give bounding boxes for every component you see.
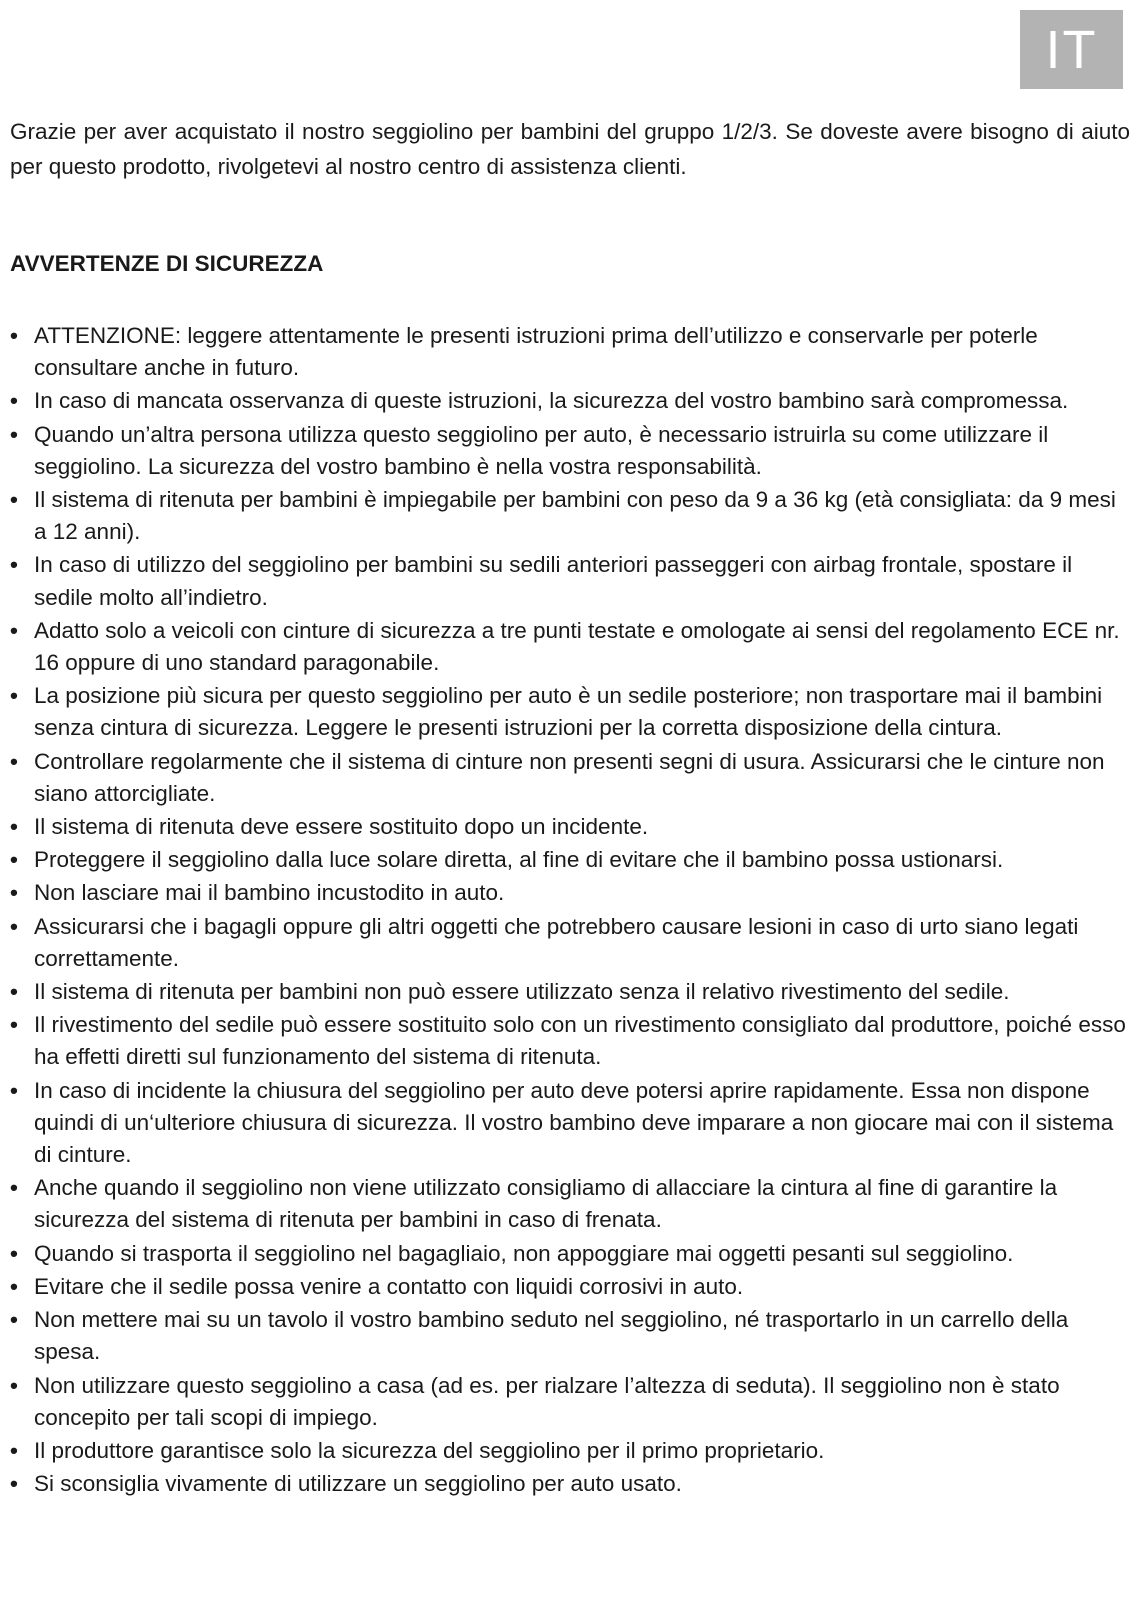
warning-text: In caso di incidente la chiusura del seggiolino per auto deve potersi aprire rapidamente. Essa non dispone quindi di un‘ulteriore chiusura di sicurezza. Il vostro bambino deve imparare a non giocare mai con il sistema di cinture. [34,1077,1114,1168]
bullet-icon: • [10,487,18,513]
language-badge [1020,10,1123,89]
warning-item [10,1172,1130,1236]
warning-item [10,615,1130,679]
bullet-icon: • [10,880,18,906]
warning-text: In caso di mancata osservanza di queste istruzioni, la sicurezza del vostro bambino sarà compromessa. [34,388,1069,414]
intro-paragraph: Grazie per aver acquistato il nostro seggiolino per bambini del gruppo 1/2/3. Se doveste avere bisogno di aiuto per questo prodotto, rivolgetevi al nostro centro di assistenza clienti. [10,119,1130,179]
warning-item [10,1009,1130,1073]
warning-item [10,549,1130,613]
warning-item [10,1304,1130,1368]
warning-text: Il sistema di ritenuta per bambini è impiegabile per bambini con peso da 9 a 36 kg (età consigliata: da 9 mesi a 12 anni). [34,487,1116,545]
warning-item [10,844,1130,876]
warning-text: Il sistema di ritenuta per bambini non può essere utilizzato senza il relativo rivestimento del sedile. [34,979,1010,1005]
warning-text: Non mettere mai su un tavolo il vostro bambino seduto nel seggiolino, né trasportarlo in un carrello della spesa. [34,1307,1069,1365]
bullet-icon: • [10,388,18,414]
warning-text: Controllare regolarmente che il sistema di cinture non presenti segni di usura. Assicurarsi che le cinture non siano attorcigliate. [34,748,1105,806]
warning-text: Il sistema di ritenuta deve essere sostituito dopo un incidente. [34,814,649,840]
warning-text: Adatto solo a veicoli con cinture di sicurezza a tre punti testate e omologate ai sensi del regolamento ECE nr. 16 oppure di uno standard paragonabile. [34,617,1120,676]
bullet-icon: • [10,1372,18,1398]
warning-text: La posizione più sicura per questo seggiolino per auto è un sedile posteriore; non trasportare mai il bambini senza cintura di sicurezza. Leggere le presenti istruzioni per la corretta disposizione della cintura. [34,683,1103,741]
bullet-icon: • [10,617,18,643]
warning-text: Non utilizzare questo seggiolino a casa (ad es. per rialzare l’altezza di seduta). Il seggiolino non è stato concepito per tali scopi di impiego. [34,1372,1060,1430]
bullet-icon: • [10,552,18,578]
bullet-icon: • [10,1307,18,1333]
bullet-icon: • [10,814,18,840]
bullet-icon: • [10,1471,18,1497]
warning-item [10,1370,1130,1434]
bullet-icon: • [10,683,18,709]
warning-text: Il rivestimento del sedile può essere sostituito solo con un rivestimento consigliato dal produttore, poiché esso ha effetti diretti sul funzionamento del sistema di ritenuta. [34,1012,1126,1070]
warning-text: Evitare che il sedile possa venire a contatto con liquidi corrosivi in auto. [34,1273,744,1299]
bullet-icon: • [10,1175,18,1201]
warning-item [10,419,1130,483]
warning-text: Quando un’altra persona utilizza questo seggiolino per auto, è necessario istruirla su come utilizzare il seggiolino. La sicurezza del vostro bambino è nella vostra responsabilità. [34,421,1049,479]
warning-item [10,976,1130,1008]
bullet-icon: • [10,1437,18,1463]
bullet-icon: • [10,1012,18,1038]
warning-item [10,385,1130,417]
warning-text: Si sconsiglia vivamente di utilizzare un seggiolino per auto usato. [34,1471,682,1497]
warning-item [10,1075,1130,1172]
warning-item [10,1238,1130,1270]
warning-text: Assicurarsi che i bagagli oppure gli altri oggetti che potrebbero causare lesioni in caso di urto siano legati correttamente. [34,913,1079,971]
bullet-icon: • [10,1077,18,1103]
safety-warnings-list [10,320,1130,1501]
bullet-icon: • [10,748,18,774]
bullet-icon: • [10,1240,18,1266]
warning-item [10,1468,1130,1500]
warning-text: In caso di utilizzo del seggiolino per bambini su sedili anteriori passeggeri con airbag frontale, spostare il sedile molto all’indietro. [34,552,1073,610]
bullet-icon: • [10,421,18,447]
warning-item [10,1435,1130,1467]
warning-item [10,911,1130,975]
warning-text: Anche quando il seggiolino non viene utilizzato consigliamo di allacciare la cintura al fine di garantire la sicurezza del sistema di ritenuta per bambini in caso di frenata. [34,1175,1058,1233]
warning-item [10,320,1130,384]
section-title: AVVERTENZE DI SICUREZZA [10,251,324,276]
bullet-icon: • [10,847,18,873]
bullet-icon: • [10,323,18,348]
language-badge-label: IT [1045,19,1098,80]
warning-text: ATTENZIONE: leggere attentamente le presenti istruzioni prima dell’utilizzo e conservarle per poterle consultare anche in futuro. [34,323,1038,381]
warning-item [10,811,1130,843]
warning-item [10,1271,1130,1303]
warning-text: Proteggere il seggiolino dalla luce solare diretta, al fine di evitare che il bambino possa ustionarsi. [34,847,1004,873]
warning-text: Quando si trasporta il seggiolino nel bagagliaio, non appoggiare mai oggetti pesanti sul seggiolino. [34,1240,1014,1266]
bullet-icon: • [10,1273,18,1299]
warning-item [10,680,1130,744]
warning-text: Non lasciare mai il bambino incustodito in auto. [34,880,505,906]
warning-item [10,746,1130,810]
warning-item [10,877,1130,909]
warning-item [10,484,1130,548]
warning-text: Il produttore garantisce solo la sicurezza del seggiolino per il primo proprietario. [34,1437,825,1463]
bullet-icon: • [10,913,18,939]
bullet-icon: • [10,979,18,1005]
